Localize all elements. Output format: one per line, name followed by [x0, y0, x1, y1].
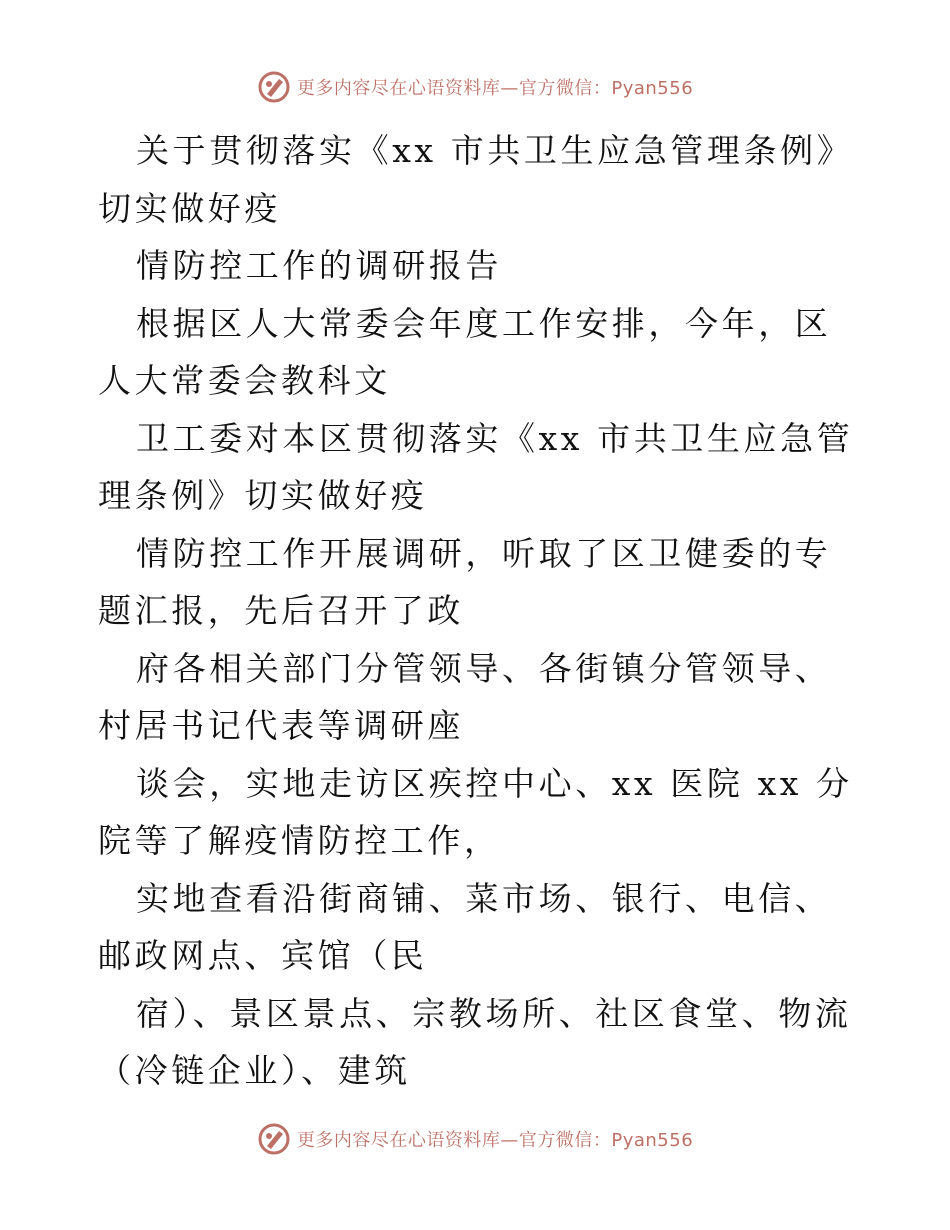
logo-icon: [257, 1122, 291, 1156]
paragraph: 卫工委对本区贯彻落实《xx 市共卫生应急管理条例》切实做好疫: [98, 418, 854, 515]
paragraph: 府各相关部门分管领导、各街镇分管领导、村居书记代表等调研座: [98, 648, 832, 745]
watermark-text: 更多内容尽在心语资料库—官方微信：Pyan556: [296, 78, 694, 99]
header-watermark: [0, 70, 950, 104]
document-body: [98, 122, 858, 1100]
paragraph: 宿）、景区景点、宗教场所、社区食堂、物流（冷链企业）、建筑: [98, 993, 852, 1090]
watermark-text: 更多内容尽在心语资料库—官方微信：Pyan556: [296, 1130, 694, 1151]
paragraph: 情防控工作的调研报告: [136, 246, 502, 285]
logo-icon: [257, 70, 291, 104]
footer-watermark: [0, 1122, 950, 1156]
paragraph: 关于贯彻落实《xx 市共卫生应急管理条例》切实做好疫: [98, 131, 854, 228]
paragraph: 谈会，实地走访区疾控中心、xx 医院 xx 分院等了解疫情防控工作，: [98, 763, 853, 860]
paragraph: 实地查看沿街商铺、菜市场、银行、电信、邮政网点、宾馆（民: [98, 878, 832, 975]
paragraph: 根据区人大常委会年度工作安排，今年，区人大常委会教科文: [98, 303, 832, 400]
paragraph: 情防控工作开展调研，听取了区卫健委的专题汇报，先后召开了政: [98, 533, 832, 630]
